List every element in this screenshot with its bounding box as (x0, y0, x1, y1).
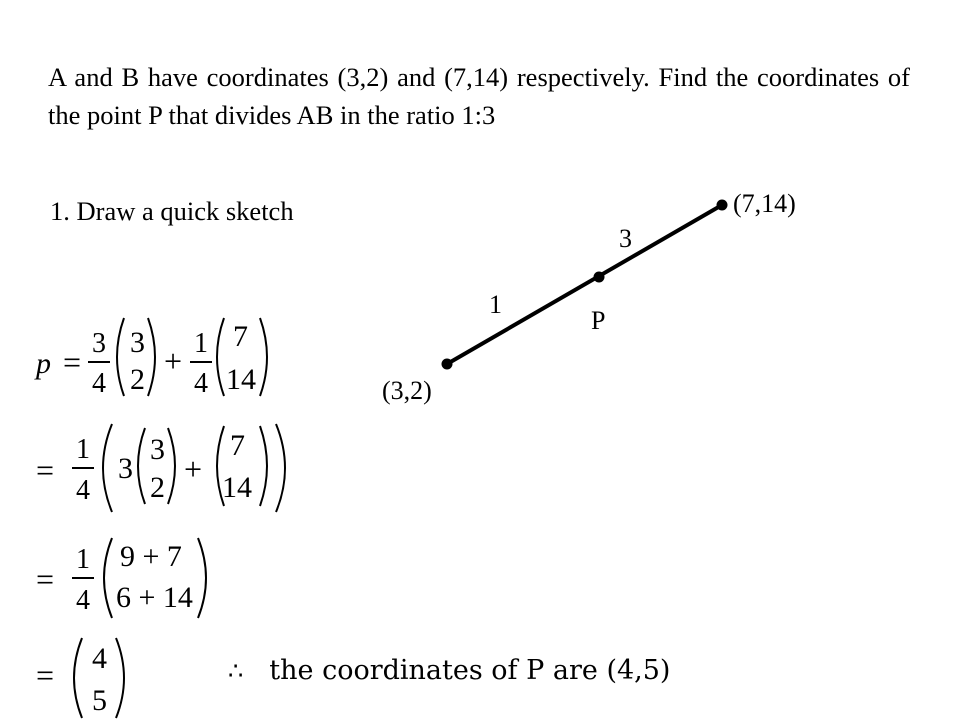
plus-sign-1: + (164, 343, 183, 379)
step-one-heading: 1. Draw a quick sketch (50, 196, 294, 226)
fraction-numerator-3: 3 (92, 328, 106, 359)
p-symbol: p (36, 347, 51, 380)
fraction-numerator-1: 1 (194, 328, 208, 359)
equation-line-4 (36, 638, 124, 718)
left-paren (117, 318, 124, 396)
vector-b-bottom: 14 (222, 471, 252, 504)
right-paren (260, 318, 267, 396)
equals-sign-2: = (36, 452, 55, 488)
therefore-symbol: ∴ (228, 657, 244, 685)
equation-line-1 (34, 318, 267, 399)
conclusion-text: the coordinates of P are (4,5) (269, 655, 671, 686)
label-point-b: (7,14) (733, 189, 796, 218)
fraction-denominator-4: 4 (92, 368, 106, 399)
plus-sign-2: + (184, 451, 203, 487)
big-left-paren (103, 424, 112, 512)
problem-statement: A and B have coordinates (3,2) and (7,14) respectively. Find the coordinates of the point P that divides AB in the ratio 1:3 (48, 62, 910, 130)
equals-sign-4: = (36, 657, 55, 693)
equation-line-2 (36, 424, 285, 512)
left-paren (74, 638, 82, 718)
scalar-three: 3 (118, 452, 133, 485)
label-point-p: P (591, 306, 606, 335)
fraction-denominator-4: 4 (194, 368, 208, 399)
vector-a-bottom: 2 (130, 363, 145, 396)
left-paren (138, 428, 145, 504)
vector-a-top: 3 (130, 326, 145, 359)
right-paren (116, 638, 124, 718)
vector-b-top: 7 (233, 320, 248, 353)
left-paren (217, 318, 224, 396)
right-paren (260, 426, 267, 506)
sum-bottom: 6 + 14 (116, 581, 193, 614)
equation-line-3 (36, 538, 206, 618)
right-paren (168, 428, 175, 504)
conclusion (228, 655, 670, 686)
sum-top: 9 + 7 (120, 540, 182, 573)
fraction-numerator-1: 1 (76, 544, 90, 575)
vector-b-bottom: 14 (226, 363, 256, 396)
fraction-numerator-1: 1 (76, 434, 90, 465)
big-right-paren (276, 424, 285, 512)
label-point-a: (3,2) (382, 376, 432, 405)
ratio-label-three: 3 (619, 224, 632, 253)
equals-sign-3: = (36, 561, 55, 597)
right-paren (148, 318, 155, 396)
vector-a-bottom: 2 (150, 471, 165, 504)
right-paren (198, 538, 206, 618)
equals-sign-1: = (63, 344, 82, 380)
result-top: 4 (92, 642, 107, 675)
fraction-denominator-4: 4 (76, 585, 90, 616)
vector-a-top: 3 (150, 433, 165, 466)
result-bottom: 5 (92, 684, 107, 717)
left-paren (104, 538, 112, 618)
fraction-denominator-4: 4 (76, 475, 90, 506)
ratio-label-one: 1 (489, 290, 502, 319)
vector-b-top: 7 (230, 429, 245, 462)
